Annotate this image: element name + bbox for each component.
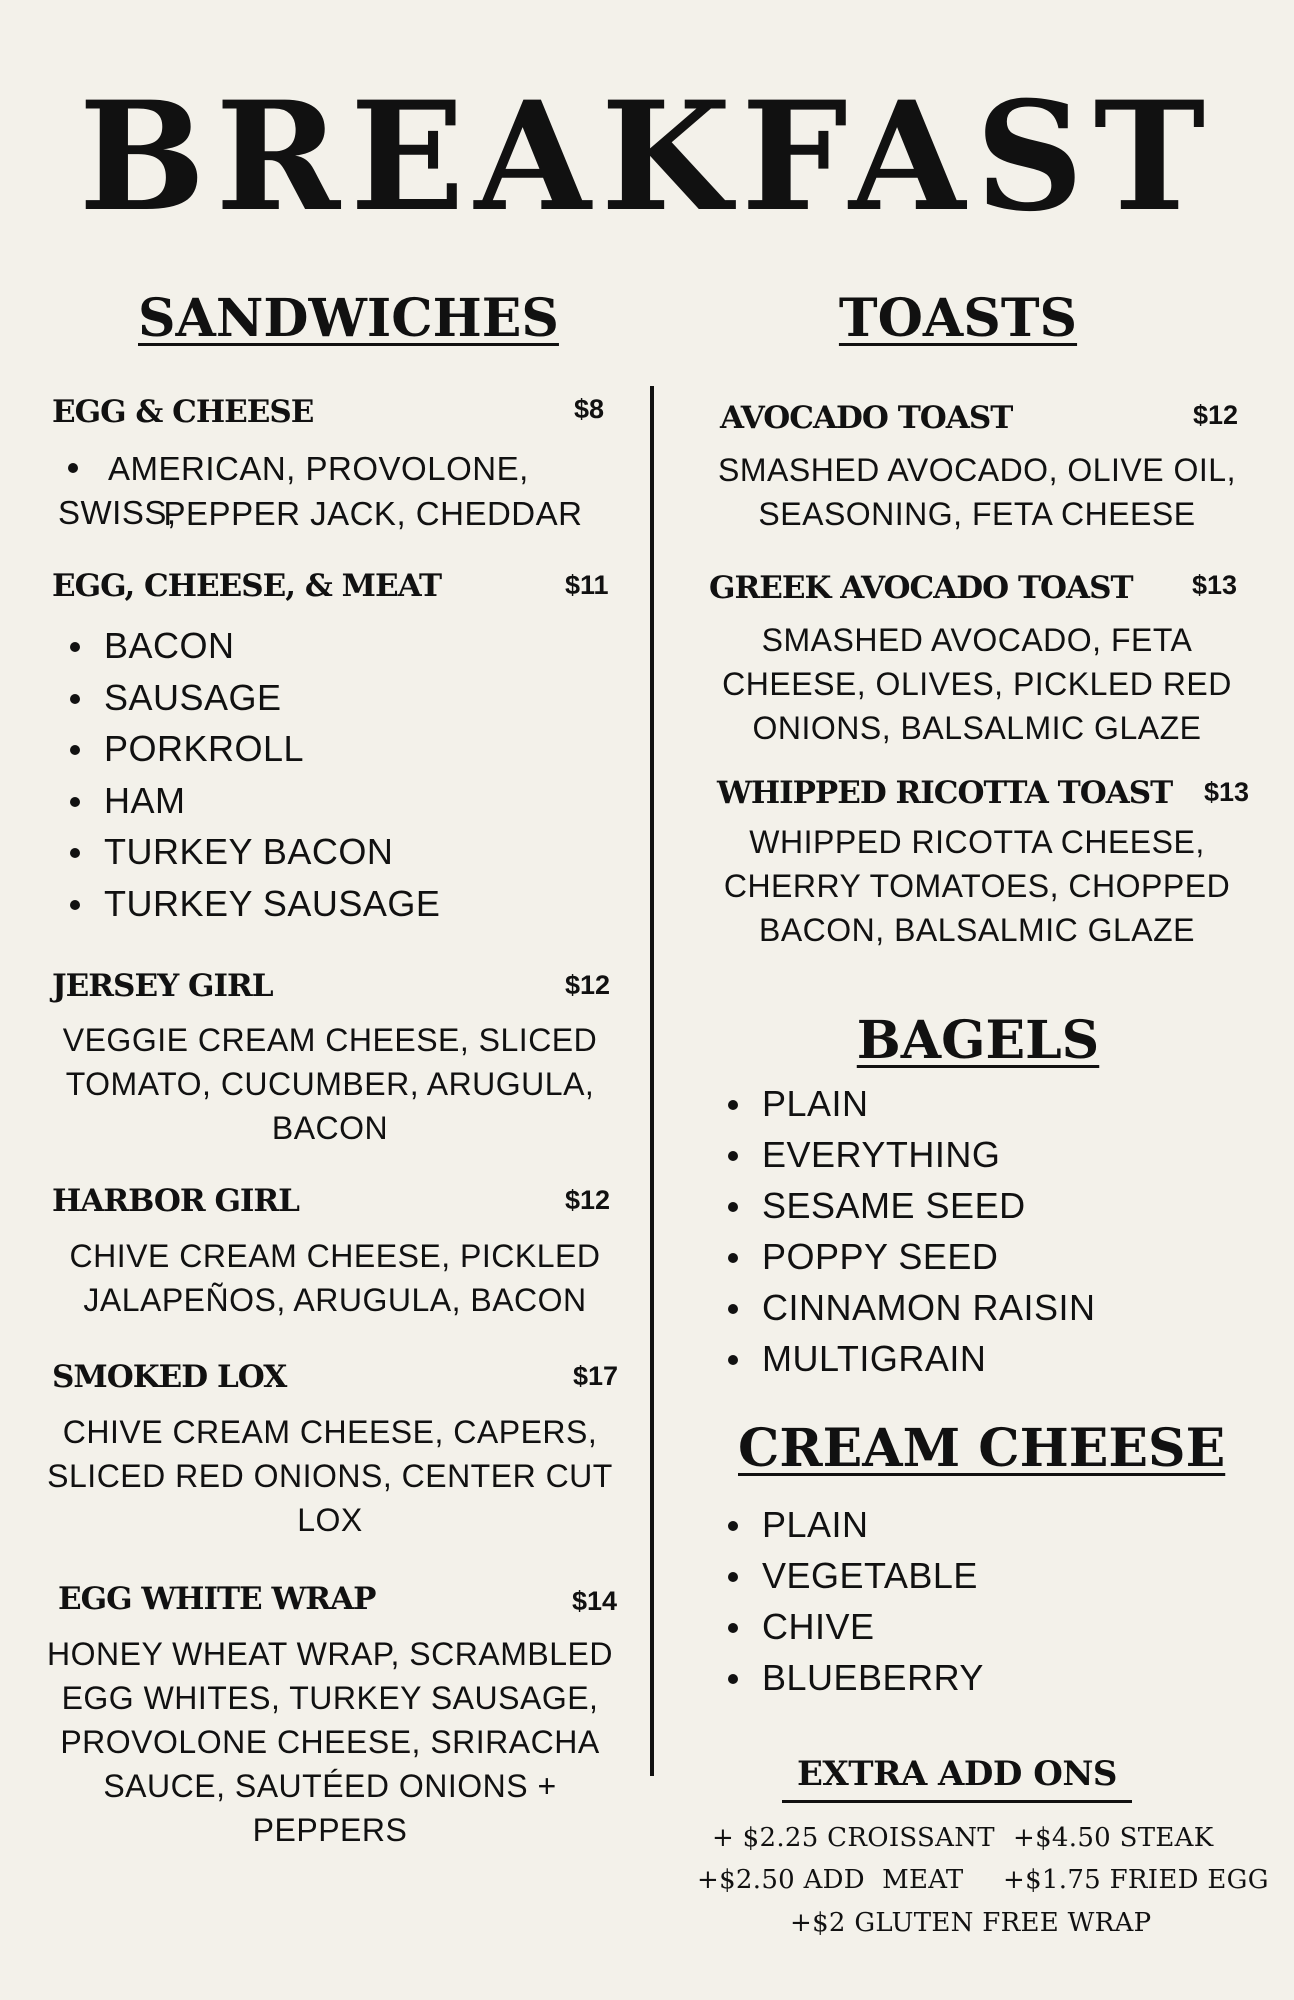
smoked-lox-price: $17: [573, 1361, 619, 1391]
bullet-icon: [68, 463, 78, 473]
egg-cheese-price: $8: [574, 394, 605, 424]
description-line: WHIPPED RICOTTA CHEESE,: [749, 824, 1205, 860]
addon-fried-egg: +$1.75 FRIED EGG: [1003, 1865, 1269, 1895]
egg-cheese-name: EGG & CHEESE: [52, 394, 314, 430]
avocado-toast-description: [680, 448, 1274, 536]
bagels-heading: BAGELS: [856, 1010, 1100, 1071]
extra-add-ons-heading: EXTRA ADD ONS: [796, 1754, 1117, 1794]
description-line: CHIVE CREAM CHEESE, PICKLED: [69, 1238, 601, 1274]
list-item: SESAME SEED: [724, 1180, 1096, 1231]
meat-options-list: [66, 620, 440, 929]
greek-avocado-toast-name: GREEK AVOCADO TOAST: [709, 570, 1133, 606]
egg-cheese-meat-price: $11: [565, 570, 609, 600]
list-item: CINNAMON RAISIN: [724, 1282, 1096, 1333]
egg-white-wrap-name: EGG WHITE WRAP: [58, 1581, 376, 1617]
list-item: EVERYTHING: [724, 1129, 1096, 1180]
addon-croissant: + $2.25 CROISSANT: [712, 1823, 995, 1853]
bagels-list: [724, 1078, 1096, 1384]
description-line: PEPPERS: [252, 1812, 408, 1848]
list-item: PLAIN: [724, 1499, 984, 1550]
add-ons-underline: [782, 1800, 1132, 1803]
harbor-girl-price: $12: [565, 1185, 611, 1215]
whipped-ricotta-toast-description: [680, 820, 1274, 952]
greek-avocado-toast-price: $13: [1192, 570, 1238, 600]
description-line: ONIONS, BALSALMIC GLAZE: [752, 710, 1202, 746]
description-line: LOX: [297, 1502, 363, 1538]
list-item: HAM: [66, 775, 440, 827]
description-line: SAUCE, SAUTÉED ONIONS +: [103, 1768, 557, 1804]
list-item: SAUSAGE: [66, 672, 440, 724]
egg-white-wrap-price: $14: [572, 1586, 618, 1616]
avocado-toast-name: AVOCADO TOAST: [720, 400, 1013, 436]
whipped-ricotta-toast-name: WHIPPED RICOTTA TOAST: [717, 775, 1173, 811]
jersey-girl-description: [40, 1018, 620, 1150]
description-line: CHERRY TOMATOES, CHOPPED: [723, 868, 1231, 904]
harbor-girl-description: [40, 1234, 630, 1322]
description-line: SMASHED AVOCADO, FETA: [761, 622, 1193, 658]
description-line: SEASONING, FETA CHEESE: [758, 496, 1196, 532]
list-item: BACON: [66, 620, 440, 672]
column-divider: [650, 386, 654, 1776]
egg-cheese-options-line2: PEPPER JACK, CHEDDAR: [163, 495, 583, 532]
addon-gluten-free-wrap: +$2 GLUTEN FREE WRAP: [790, 1908, 1152, 1938]
description-line: BACON: [271, 1110, 389, 1146]
list-item: POPPY SEED: [724, 1231, 1096, 1282]
greek-avocado-toast-description: [680, 618, 1274, 750]
description-line: SLICED RED ONIONS, CENTER CUT: [47, 1458, 613, 1494]
toasts-heading: TOASTS: [838, 288, 1078, 349]
menu-title: BREAKFAST: [78, 69, 1216, 245]
avocado-toast-price: $12: [1193, 400, 1239, 430]
cream-cheese-heading: CREAM CHEESE: [738, 1418, 1226, 1479]
addon-meat: +$2.50 ADD MEAT: [697, 1865, 964, 1895]
egg-cheese-meat-name: EGG, CHEESE, & MEAT: [52, 568, 442, 604]
list-item: PORKROLL: [66, 723, 440, 775]
list-item: MULTIGRAIN: [724, 1333, 1096, 1384]
addon-steak: +$4.50 STEAK: [1013, 1823, 1214, 1853]
description-line: CHIVE CREAM CHEESE, CAPERS,: [62, 1414, 598, 1450]
description-line: PROVOLONE CHEESE, SRIRACHA: [60, 1724, 600, 1760]
description-line: EGG WHITES, TURKEY SAUSAGE,: [61, 1680, 599, 1716]
description-line: VEGGIE CREAM CHEESE, SLICED: [62, 1022, 598, 1058]
description-line: CHEESE, OLIVES, PICKLED RED: [722, 666, 1232, 702]
list-item: TURKEY BACON: [66, 826, 440, 878]
list-item: CHIVE: [724, 1601, 984, 1652]
smoked-lox-name: SMOKED LOX: [52, 1359, 287, 1395]
description-line: HONEY WHEAT WRAP, SCRAMBLED: [47, 1636, 613, 1672]
cream-cheese-list: [724, 1499, 984, 1703]
list-item: TURKEY SAUSAGE: [66, 878, 440, 930]
jersey-girl-name: JERSEY GIRL: [52, 968, 273, 1004]
sandwiches-heading: SANDWICHES: [138, 288, 559, 349]
smoked-lox-description: [40, 1410, 620, 1542]
harbor-girl-name: HARBOR GIRL: [52, 1183, 299, 1219]
egg-white-wrap-description: [40, 1632, 620, 1852]
list-item: VEGETABLE: [724, 1550, 984, 1601]
description-line: JALAPEÑOS, ARUGULA, BACON: [83, 1282, 587, 1318]
description-line: TOMATO, CUCUMBER, ARUGULA,: [65, 1066, 595, 1102]
whipped-ricotta-toast-price: $13: [1204, 777, 1250, 807]
description-line: SMASHED AVOCADO, OLIVE OIL,: [718, 452, 1236, 488]
egg-cheese-options-line1: AMERICAN, PROVOLONE, SWISS,: [58, 450, 529, 531]
jersey-girl-price: $12: [565, 970, 611, 1000]
description-line: BACON, BALSALMIC GLAZE: [758, 912, 1195, 948]
list-item: PLAIN: [724, 1078, 1096, 1129]
list-item: BLUEBERRY: [724, 1652, 984, 1703]
